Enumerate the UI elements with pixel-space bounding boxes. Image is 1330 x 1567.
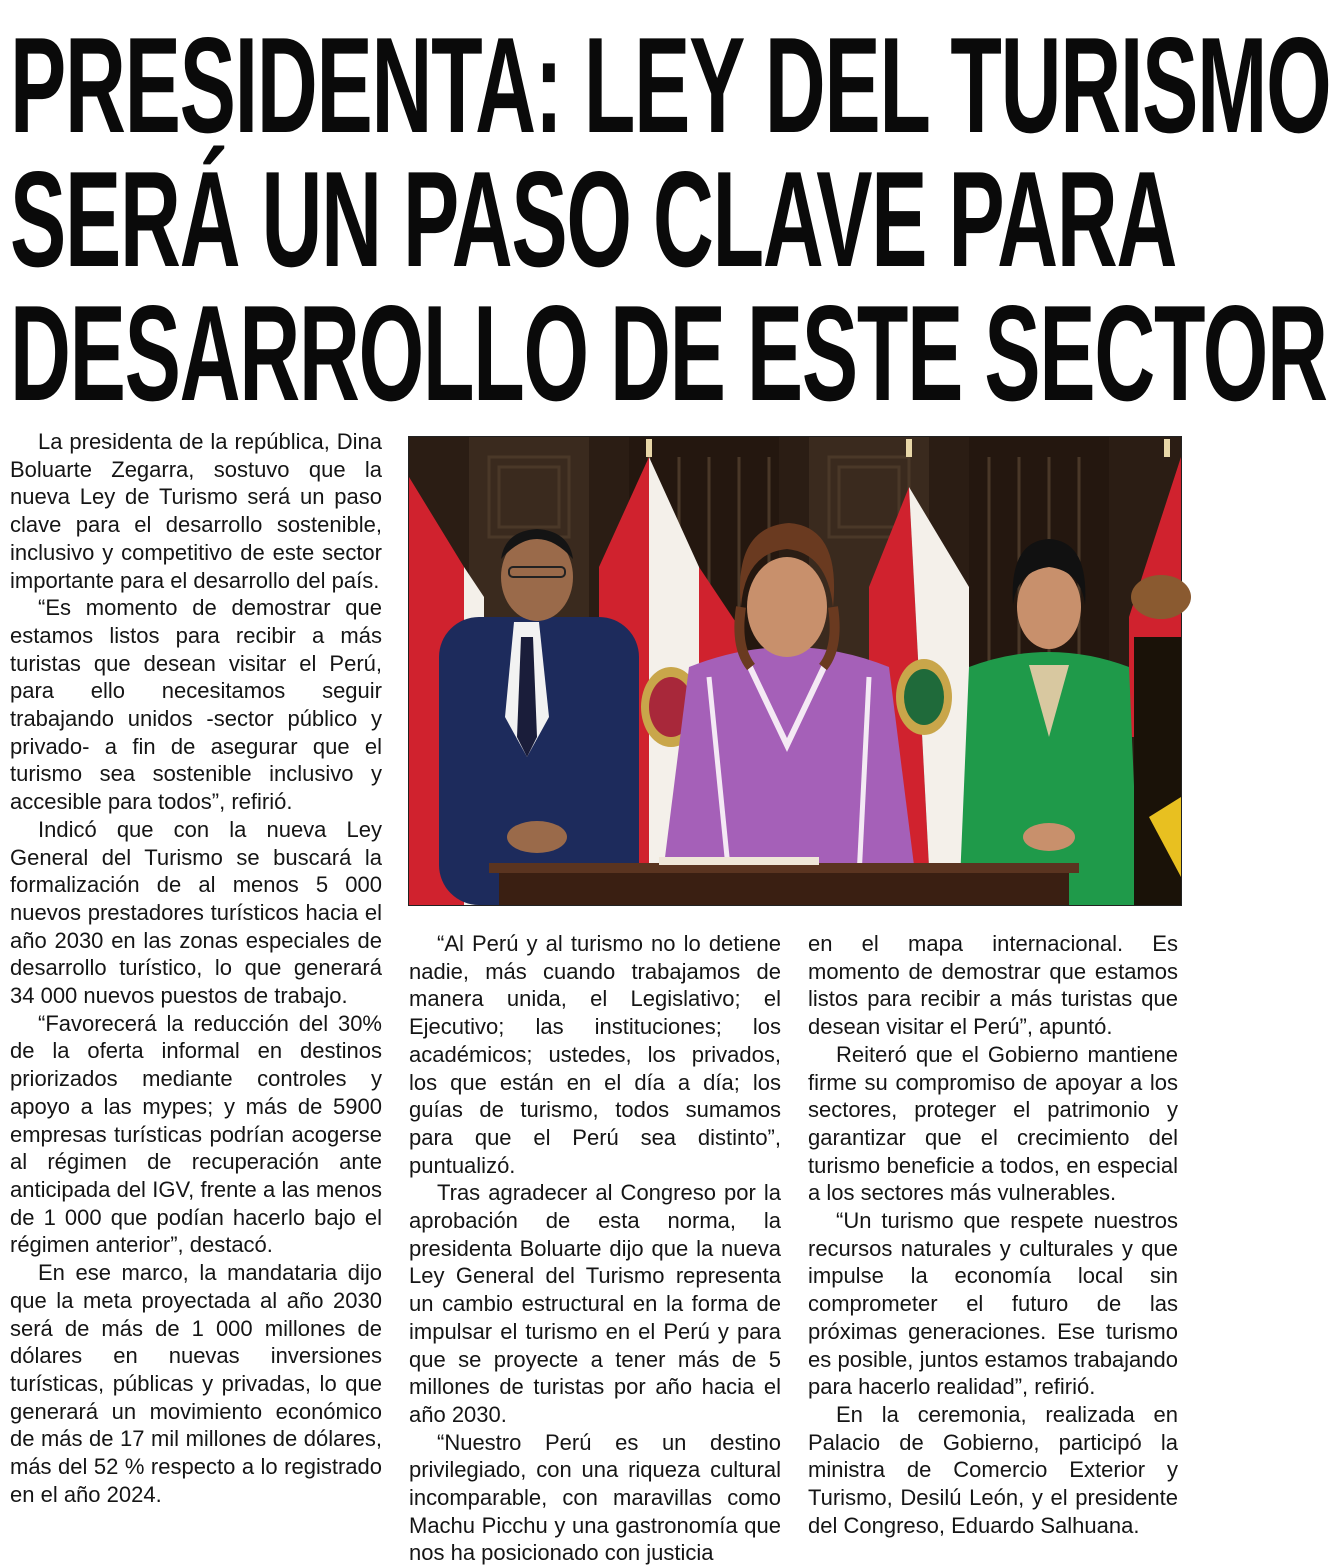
headline-line-2: SERÁ UN PASO CLAVE PARA [10, 143, 1177, 295]
paragraph: Indicó que con la nueva Ley General del Turismo se buscará la formalización de al menos 5 000 nuevos prestadores turísticos hacia el año 2030 en las zonas especiales de desarrollo turístico, lo que generará 34 000 nuevos puestos de trabajo. [10, 816, 382, 1009]
paragraph: La presidenta de la república, Dina Boluarte Zegarra, sostuvo que la nueva Ley de Turismo será un paso clave para el desarrollo sostenible, inclusivo y competitivo de este sector importante para el desarrollo del país. [10, 429, 382, 593]
news-photo [408, 436, 1182, 906]
paragraph: En la ceremonia, realizada en Palacio de Gobierno, participó la ministra de Comercio Exterior y Turismo, Desilú León, y el presidente del Congreso, Eduardo Salhuana. [808, 1401, 1178, 1538]
paragraph: “Nuestro Perú es un destino privilegiado, con una riqueza cultural incomparable, con maravillas como Machu Picchu y una gastronomía que nos ha posicionado con justicia [409, 1429, 781, 1566]
paragraph: “Al Perú y al turismo no lo detiene nadie, más cuando trabajamos de manera unida, el Legislativo; el Ejecutivo; las instituciones; los académicos; ustedes, los privados, los que están en el día a día; los guías de turismo, todos sumamos para que el Perú sea distinto”, puntualizó. [409, 931, 781, 1178]
paragraph: “Favorecerá la reducción del 30% de la oferta informal en destinos priorizados mediante controles y apoyo a las mypes; y más de 5900 empresas turísticas podrían acogerse al régimen de recuperación ante anticipada del IGV, frente a las menos de 1 000 que podían hacerlo bajo el régimen anterior”, destacó. [10, 1010, 382, 1258]
article-column-3 [808, 930, 1178, 1540]
paragraph-continued: en el mapa internacional. Es momento de demostrar que estamos listos para recibir a más turistas que desean visitar el Perú”, apuntó. [808, 931, 1178, 1040]
headline-line-3: DESARROLLO DE ESTE SECTOR [10, 277, 1327, 429]
paragraph: Tras agradecer al Congreso por la aprobación de esta norma, la presidenta Boluarte dijo que la nueva Ley General del Turismo representa un cambio estructural en la forma de impulsar el turismo en el Perú y para que se proyecte a tener más de 5 millones de turistas por año hacia el año 2030. [409, 1180, 781, 1427]
article-column-1 [10, 428, 382, 1540]
paragraph: En ese marco, la mandataria dijo que la meta proyectada al año 2030 será de más de 1 000 millones de dólares en nuevas inversiones turísticas, públicas y privadas, lo que generará un movimiento económico de más de 17 mil millones de dólares, más del 52 % respecto a lo registrado en el año 2024. [10, 1260, 382, 1507]
paragraph: “Un turismo que respete nuestros recursos naturales y culturales y que impulse la economía local sin comprometer el futuro de las próximas generaciones. Ese turismo es posible, juntos estamos trabajando para hacerlo realidad”, refirió. [808, 1208, 1178, 1400]
headline-line-1: PRESIDENTA: LEY DEL TURISMO [10, 9, 1330, 161]
paragraph: “Es momento de demostrar que estamos listos para recibir a más turistas que desean visitar el Perú, para ello necesitamos seguir trabajando unidos -sector público y privado- a fin de asegurar que el turismo sea sostenible inclusivo y accesible para todos”, refirió. [10, 595, 382, 815]
headline [10, 9, 1330, 429]
paragraph: Reiteró que el Gobierno mantiene firme su compromiso de apoyar a los sectores, proteger el patrimonio y garantizar que el crecimiento del turismo beneficie a todos, en especial a los sectores más vulnerables. [808, 1041, 1178, 1206]
article-column-2 [409, 930, 781, 1566]
